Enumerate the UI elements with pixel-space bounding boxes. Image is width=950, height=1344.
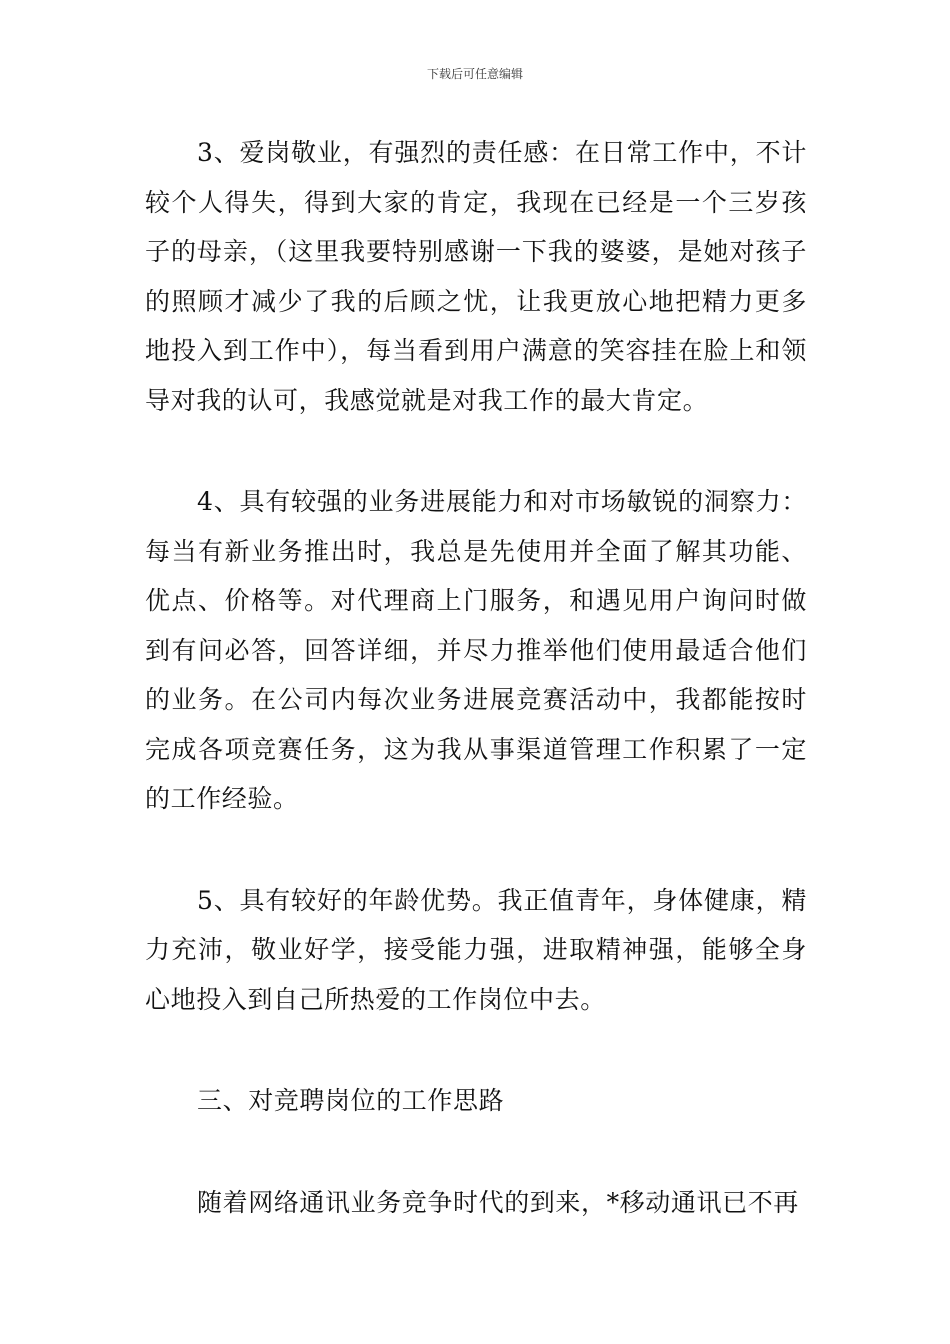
document-body	[145, 128, 807, 1227]
paragraph-3-dedication: 3、爱岗敬业，有强烈的责任感：在日常工作中，不计较个人得失，得到大家的肯定，我现在已经是一个三岁孩子的母亲，（这里我要特别感谢一下我的婆婆，是她对孩子的照顾才减少了我的后顾之忧，让我更放心地把精力更多地投入到工作中），每当看到用户满意的笑容挂在脸上和领导对我的认可，我感觉就是对我工作的最大肯定。	[145, 138, 807, 415]
section-heading-work-plan: 三、对竞聘岗位的工作思路	[197, 1086, 505, 1115]
paragraph-5-age-advantage: 5、具有较好的年龄优势。我正值青年，身体健康，精力充沛，敬业好学，接受能力强，进取精神强，能够全身心地投入到自己所热爱的工作岗位中去。	[145, 885, 807, 1014]
paragraph-4-business-ability: 4、具有较强的业务进展能力和对市场敏锐的洞察力：每当有新业务推出时，我总是先使用并全面了解其功能、优点、价格等。对代理商上门服务，和遇见用户询问时做到有问必答，回答详细，并尽力推举他们使用最适合他们的业务。在公司内每次业务进展竞赛活动中，我都能按时完成各项竞赛任务，这为我从事渠道管理工作积累了一定的工作经验。	[145, 487, 807, 813]
page-header: 下载后可任意编辑	[426, 67, 523, 81]
paragraph-network-competition: 随着网络通讯业务竞争时代的到来，*移动通讯已不再	[197, 1187, 799, 1217]
